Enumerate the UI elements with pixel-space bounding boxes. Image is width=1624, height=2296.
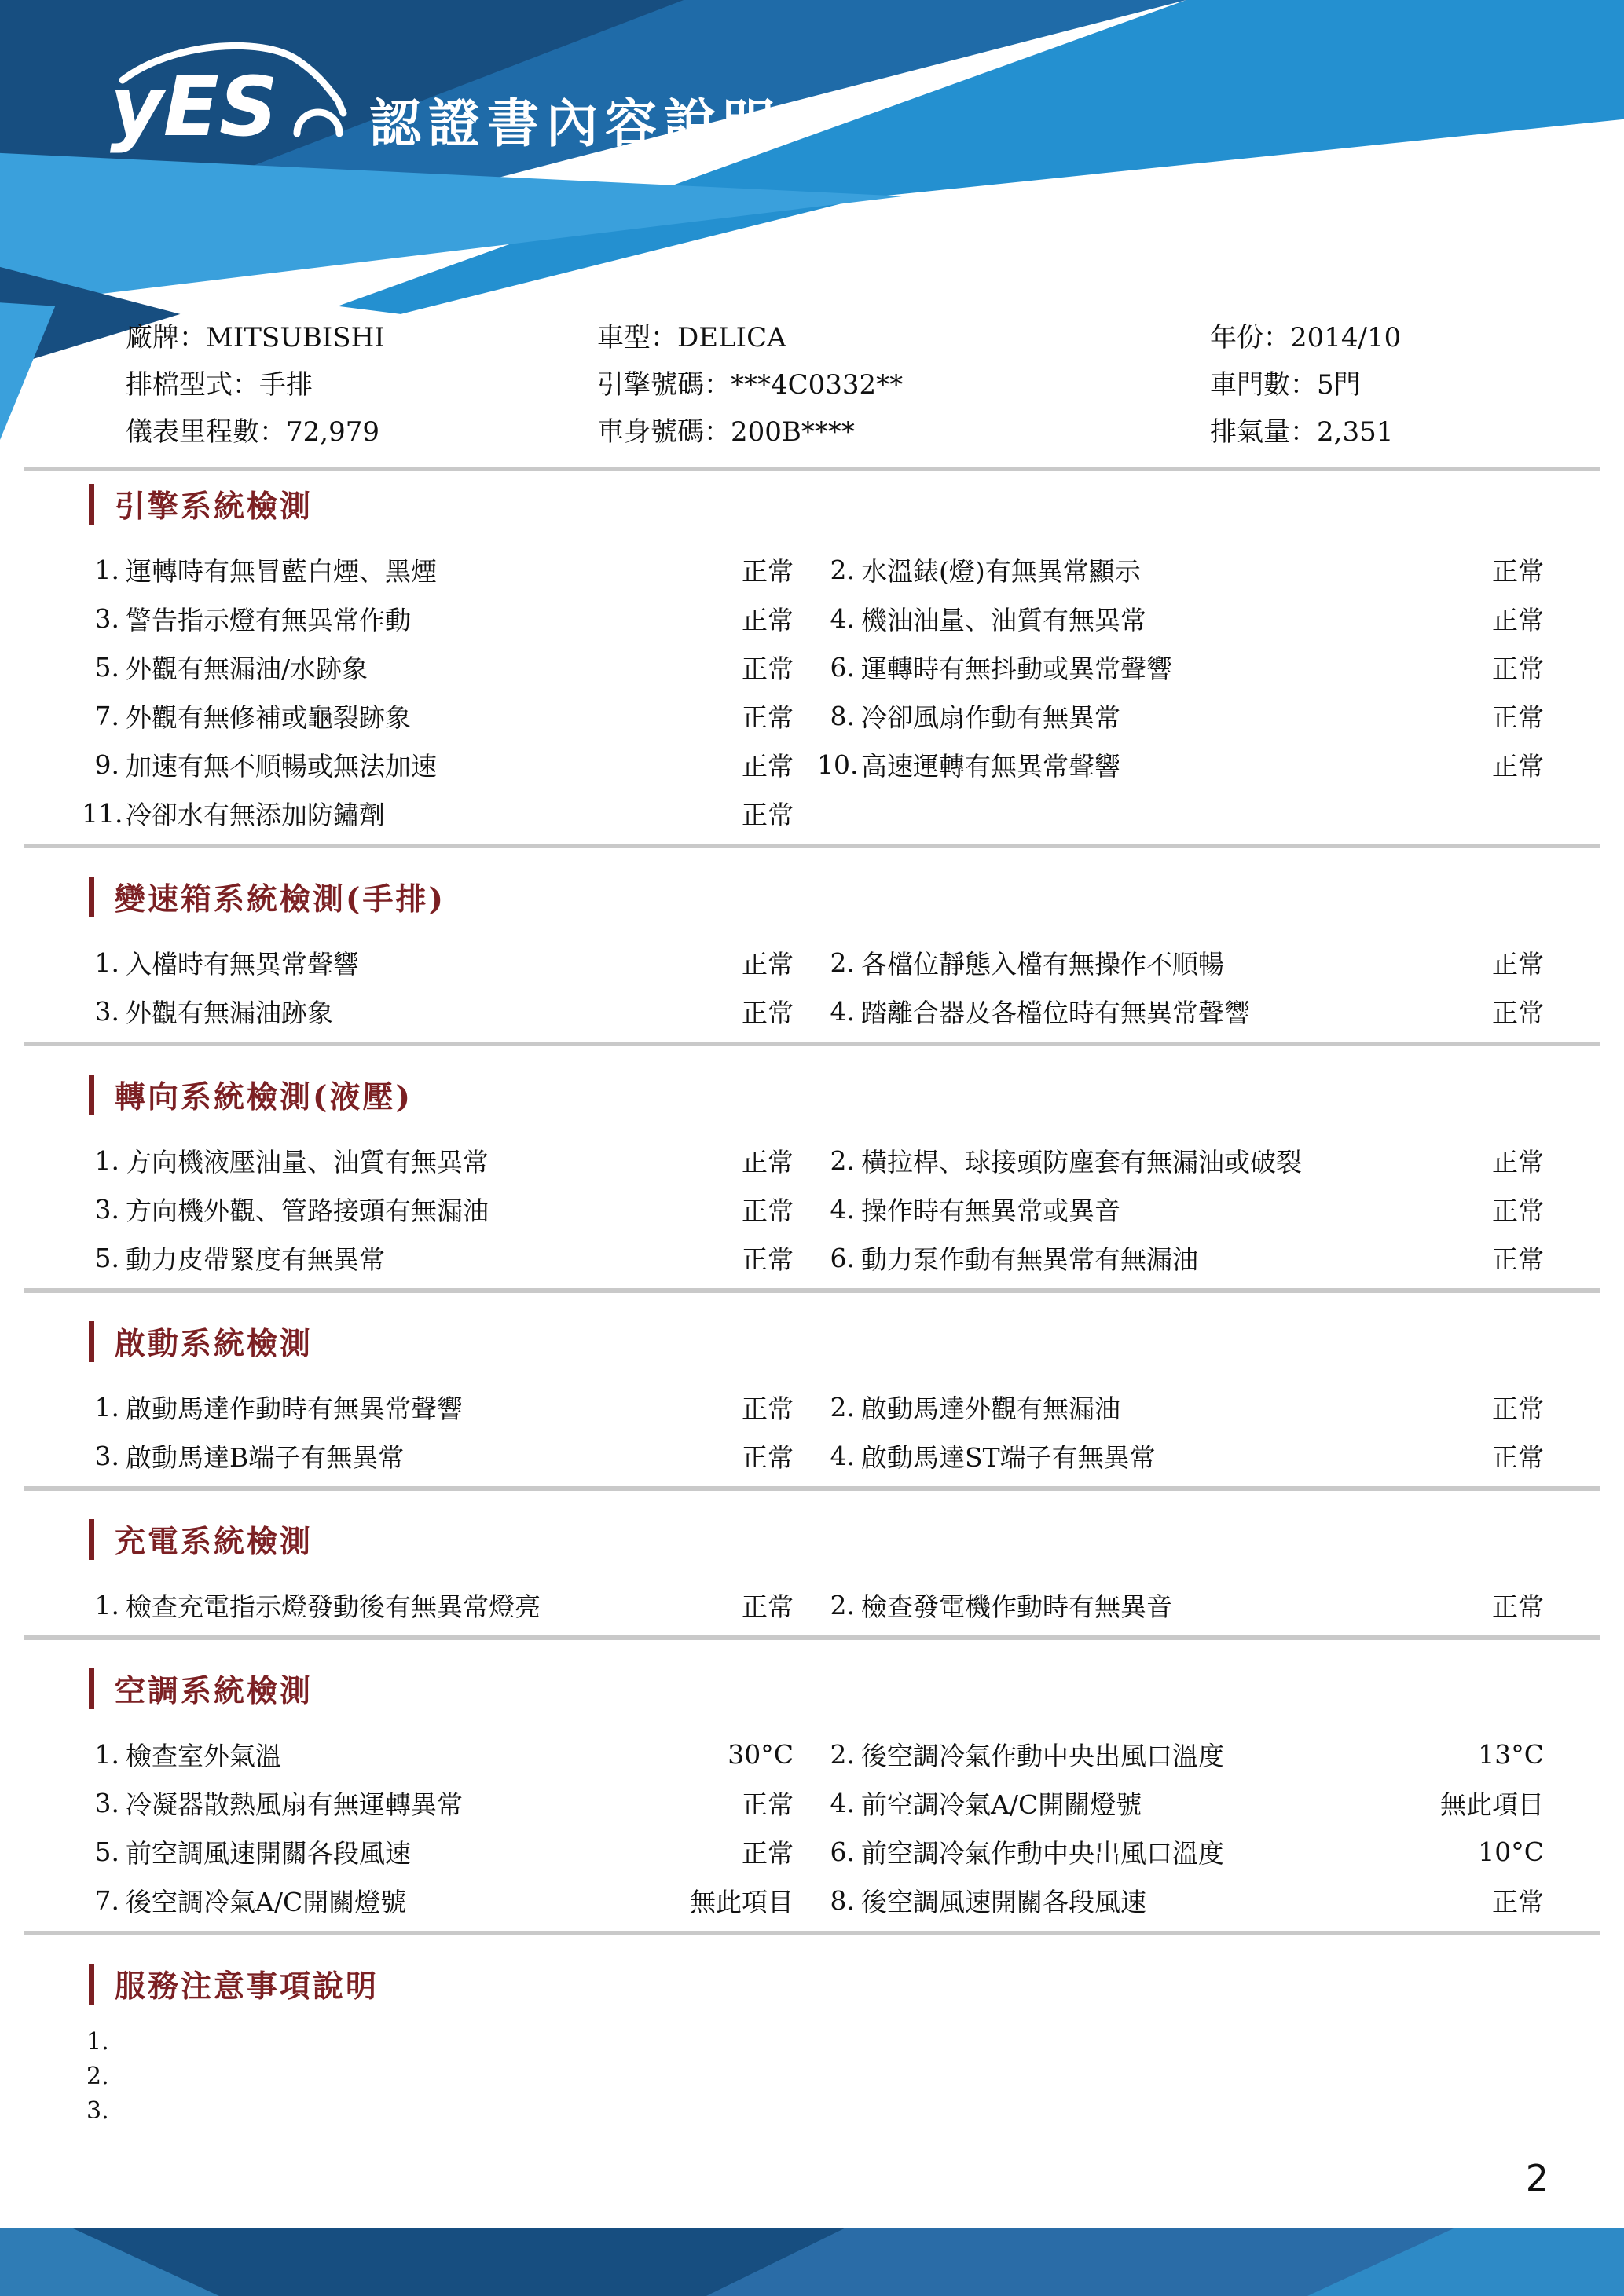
info-field (597, 361, 1210, 408)
item-number: 11. (82, 797, 123, 829)
section-title (89, 482, 1624, 526)
item-number: 8. (830, 1884, 855, 1916)
inspection-row (82, 938, 1544, 987)
info-value: DELICA (677, 322, 786, 353)
item-number: 5. (94, 1242, 119, 1273)
divider (24, 1635, 1600, 1640)
item-text: 高速運轉有無異常聲響 (861, 750, 1120, 782)
item-number: 5. (94, 651, 119, 683)
section-rows (82, 1382, 1544, 1480)
page-title: 認證書內容說明 (369, 93, 782, 154)
section-title-bar (89, 1519, 94, 1560)
divider (24, 1486, 1600, 1491)
item-status: 正常 (1492, 1886, 1544, 1917)
item-status: 正常 (742, 701, 794, 733)
inspection-row (82, 1827, 1544, 1876)
info-colon: ： (1290, 416, 1317, 448)
info-value: 2014/10 (1290, 322, 1402, 353)
item-status: 正常 (1492, 653, 1544, 684)
info-colon: ： (651, 322, 677, 353)
info-value: 72,979 (286, 416, 379, 448)
item-text: 檢查發電機作動時有無異音 (861, 1591, 1172, 1622)
divider (24, 844, 1600, 848)
inspection-row (82, 1233, 1544, 1282)
info-value: 5門 (1317, 369, 1361, 401)
item-status: 正常 (742, 1146, 794, 1177)
info-field (597, 314, 1210, 361)
inspection-row (82, 1431, 1544, 1480)
divider (24, 1042, 1600, 1046)
item-text: 運轉時有無抖動或異常聲響 (861, 653, 1172, 684)
item-number: 4. (830, 1440, 855, 1471)
vehicle-info-grid (126, 314, 1553, 456)
info-label: 排氣量 (1210, 416, 1290, 448)
item-text: 前空調風速開關各段風速 (126, 1837, 411, 1869)
item-status: 正常 (742, 1195, 794, 1226)
item-number: 6. (830, 1242, 855, 1273)
inspection-row (82, 1580, 1544, 1629)
section-rows (82, 938, 1544, 1035)
item-number: 7. (94, 1884, 119, 1916)
section-title (89, 1667, 1624, 1711)
info-colon: ： (233, 369, 259, 401)
section-title-bar (89, 1075, 94, 1115)
info-label: 車型 (597, 322, 651, 353)
item-text: 檢查充電指示燈發動後有無異常燈亮 (126, 1591, 541, 1622)
section-title (89, 1320, 1624, 1364)
yes-car-logo-icon (108, 35, 376, 168)
item-number: 2. (830, 1391, 855, 1423)
item-number: 6. (830, 1836, 855, 1867)
item-status: 正常 (1492, 1591, 1544, 1622)
section-title (89, 875, 1624, 919)
item-number: 3. (94, 602, 119, 634)
item-text: 外觀有無漏油跡象 (126, 997, 333, 1028)
item-text: 踏離合器及各檔位時有無異常聲響 (861, 997, 1250, 1028)
section-title-text: 變速箱系統檢測(手排) (115, 881, 445, 917)
item-status: 正常 (742, 1837, 794, 1869)
item-text: 運轉時有無冒藍白煙、黑煙 (126, 555, 437, 587)
item-text: 檢查室外氣溫 (126, 1740, 281, 1771)
item-text: 橫拉桿、球接頭防塵套有無漏油或破裂 (861, 1146, 1302, 1177)
info-value: 手排 (259, 369, 313, 401)
item-number: 2. (830, 947, 855, 978)
item-status: 正常 (1492, 1195, 1544, 1226)
item-number: 1. (94, 947, 119, 978)
section-rows (82, 1580, 1544, 1629)
info-colon: ： (704, 416, 731, 448)
item-text: 外觀有無漏油/水跡象 (126, 653, 368, 684)
note-number: 3. (86, 2097, 109, 2125)
section-title-text: 引擎系統檢測 (115, 489, 313, 525)
section-title-bar (89, 1321, 94, 1362)
item-text: 操作時有無異常或異音 (861, 1195, 1120, 1226)
item-text: 後空調風速開關各段風速 (861, 1886, 1146, 1917)
note-number: 1. (86, 2028, 109, 2056)
info-value: ***4C0332** (731, 369, 904, 401)
item-text: 動力皮帶緊度有無異常 (126, 1243, 385, 1275)
item-status: 正常 (1492, 1146, 1544, 1177)
service-note-item (86, 2025, 1538, 2060)
item-number: 3. (94, 1193, 119, 1225)
info-label: 車門數 (1210, 369, 1290, 401)
info-colon: ： (1290, 369, 1317, 401)
section-title-text: 轉向系統檢測(液壓) (115, 1079, 412, 1115)
item-number: 1. (94, 1589, 119, 1620)
item-status: 正常 (742, 1393, 794, 1424)
item-status: 正常 (742, 1441, 794, 1473)
section-title-bar (89, 877, 94, 917)
inspection-row (82, 643, 1544, 691)
info-field (1210, 361, 1553, 408)
item-number: 9. (94, 749, 119, 780)
item-status: 正常 (1492, 1393, 1544, 1424)
inspection-row (82, 1382, 1544, 1431)
item-number: 8. (830, 700, 855, 731)
inspection-row (82, 789, 1544, 837)
section-title-bar (89, 1964, 94, 2005)
inspection-row (82, 594, 1544, 643)
item-status: 正常 (1492, 997, 1544, 1028)
item-text: 啟動馬達外觀有無漏油 (861, 1393, 1120, 1424)
info-label: 儀表里程數 (126, 416, 259, 448)
info-label: 排檔型式 (126, 369, 233, 401)
item-number: 2. (830, 1144, 855, 1176)
inspection-row (82, 1185, 1544, 1233)
section-title-bar (89, 484, 94, 525)
logo-text: yES (110, 59, 278, 155)
item-status: 正常 (742, 948, 794, 980)
item-number: 2. (830, 1589, 855, 1620)
item-number: 4. (830, 1787, 855, 1818)
divider (24, 467, 1600, 471)
section-title-bar (89, 1668, 94, 1709)
info-label: 車身號碼 (597, 416, 704, 448)
section-title-text: 充電系統檢測 (115, 1524, 313, 1560)
inspection-row (82, 545, 1544, 594)
item-number: 3. (94, 995, 119, 1027)
info-field (1210, 408, 1553, 456)
info-colon: ： (1263, 322, 1290, 353)
item-status: 正常 (742, 799, 794, 830)
inspection-row (82, 691, 1544, 740)
item-text: 後空調冷氣作動中央出風口溫度 (861, 1740, 1224, 1771)
item-text: 入檔時有無異常聲響 (126, 948, 359, 980)
item-status: 正常 (1492, 555, 1544, 587)
item-text: 前空調冷氣作動中央出風口溫度 (861, 1837, 1224, 1869)
section-title-text: 空調系統檢測 (115, 1673, 313, 1709)
item-number: 4. (830, 1193, 855, 1225)
item-text: 水溫錶(燈)有無異常顯示 (861, 555, 1141, 587)
item-text: 冷凝器散熱風扇有無運轉異常 (126, 1789, 463, 1820)
inspection-row (82, 1730, 1544, 1778)
section-rows (82, 1730, 1544, 1924)
inspection-sections (0, 482, 1624, 1935)
item-number: 1. (94, 554, 119, 585)
item-status: 正常 (1492, 1441, 1544, 1473)
item-text: 機油油量、油質有無異常 (861, 604, 1146, 635)
item-status: 正常 (1492, 1243, 1544, 1275)
item-text: 方向機液壓油量、油質有無異常 (126, 1146, 489, 1177)
info-field (1210, 314, 1553, 361)
info-colon: ： (179, 322, 206, 353)
service-notes-list (86, 2025, 1538, 2129)
info-field (126, 408, 597, 456)
item-number: 4. (830, 995, 855, 1027)
item-status: 正常 (742, 1243, 794, 1275)
page-number: 2 (1525, 2157, 1549, 2199)
item-status: 正常 (742, 653, 794, 684)
item-status: 正常 (1492, 750, 1544, 782)
item-text: 冷卻風扇作動有無異常 (861, 701, 1120, 733)
info-field (597, 408, 1210, 456)
item-status: 正常 (742, 1789, 794, 1820)
item-status: 正常 (1492, 604, 1544, 635)
section-title-service-notes (89, 1962, 1624, 2006)
item-text: 警告指示燈有無異常作動 (126, 604, 411, 635)
item-status: 正常 (742, 604, 794, 635)
inspection-row (82, 740, 1544, 789)
divider (24, 1931, 1600, 1935)
item-status: 無此項目 (690, 1886, 794, 1917)
info-label: 引擎號碼 (597, 369, 704, 401)
item-status: 無此項目 (1440, 1789, 1544, 1820)
info-field (126, 314, 597, 361)
footer-banner (0, 2228, 1624, 2296)
item-status: 正常 (742, 750, 794, 782)
item-status: 正常 (742, 997, 794, 1028)
item-status: 正常 (1492, 701, 1544, 733)
item-number: 1. (94, 1738, 119, 1770)
info-label: 廠牌 (126, 322, 179, 353)
item-text: 動力泵作動有無異常有無漏油 (861, 1243, 1198, 1275)
divider (24, 1288, 1600, 1293)
section-rows (82, 1136, 1544, 1282)
item-status: 10°C (1478, 1836, 1544, 1867)
info-value: MITSUBISHI (206, 322, 385, 353)
section-title-text: 服務注意事項說明 (115, 1968, 379, 2005)
section-title-text: 啟動系統檢測 (115, 1326, 313, 1362)
service-note-item (86, 2094, 1538, 2129)
inspection-row (82, 987, 1544, 1035)
item-number: 1. (94, 1144, 119, 1176)
inspection-row (82, 1778, 1544, 1827)
item-number: 4. (830, 602, 855, 634)
item-text: 方向機外觀、管路接頭有無漏油 (126, 1195, 489, 1226)
info-value: 2,351 (1317, 416, 1394, 448)
item-text: 前空調冷氣A/C開關燈號 (861, 1789, 1142, 1820)
item-text: 冷卻水有無添加防鏽劑 (126, 799, 385, 830)
item-number: 3. (94, 1440, 119, 1471)
item-number: 3. (94, 1787, 119, 1818)
item-status: 正常 (742, 1591, 794, 1622)
item-status: 正常 (742, 555, 794, 587)
info-colon: ： (259, 416, 286, 448)
item-text: 啟動馬達B端子有無異常 (126, 1441, 405, 1473)
item-text: 後空調冷氣A/C開關燈號 (126, 1886, 407, 1917)
inspection-row (82, 1876, 1544, 1924)
inspection-row (82, 1136, 1544, 1185)
item-number: 5. (94, 1836, 119, 1867)
item-number: 1. (94, 1391, 119, 1423)
info-value: 200B**** (731, 416, 855, 448)
service-note-item (86, 2060, 1538, 2094)
item-number: 6. (830, 651, 855, 683)
info-colon: ： (704, 369, 731, 401)
item-number: 10. (817, 749, 859, 780)
section-title (89, 1518, 1624, 1562)
note-number: 2. (86, 2063, 109, 2090)
item-text: 外觀有無修補或龜裂跡象 (126, 701, 411, 733)
item-text: 啟動馬達作動時有無異常聲響 (126, 1393, 463, 1424)
item-status: 30°C (728, 1738, 794, 1770)
document-body (0, 314, 1624, 2129)
item-text: 啟動馬達ST端子有無異常 (861, 1441, 1156, 1473)
item-status: 13°C (1478, 1738, 1544, 1770)
item-number: 2. (830, 554, 855, 585)
item-text: 加速有無不順暢或無法加速 (126, 750, 437, 782)
item-text: 各檔位靜態入檔有無操作不順暢 (861, 948, 1224, 980)
item-number: 2. (830, 1738, 855, 1770)
item-number: 7. (94, 700, 119, 731)
section-rows (82, 545, 1544, 837)
item-status: 正常 (1492, 948, 1544, 980)
info-label: 年份 (1210, 322, 1263, 353)
info-field (126, 361, 597, 408)
section-title (89, 1073, 1624, 1117)
